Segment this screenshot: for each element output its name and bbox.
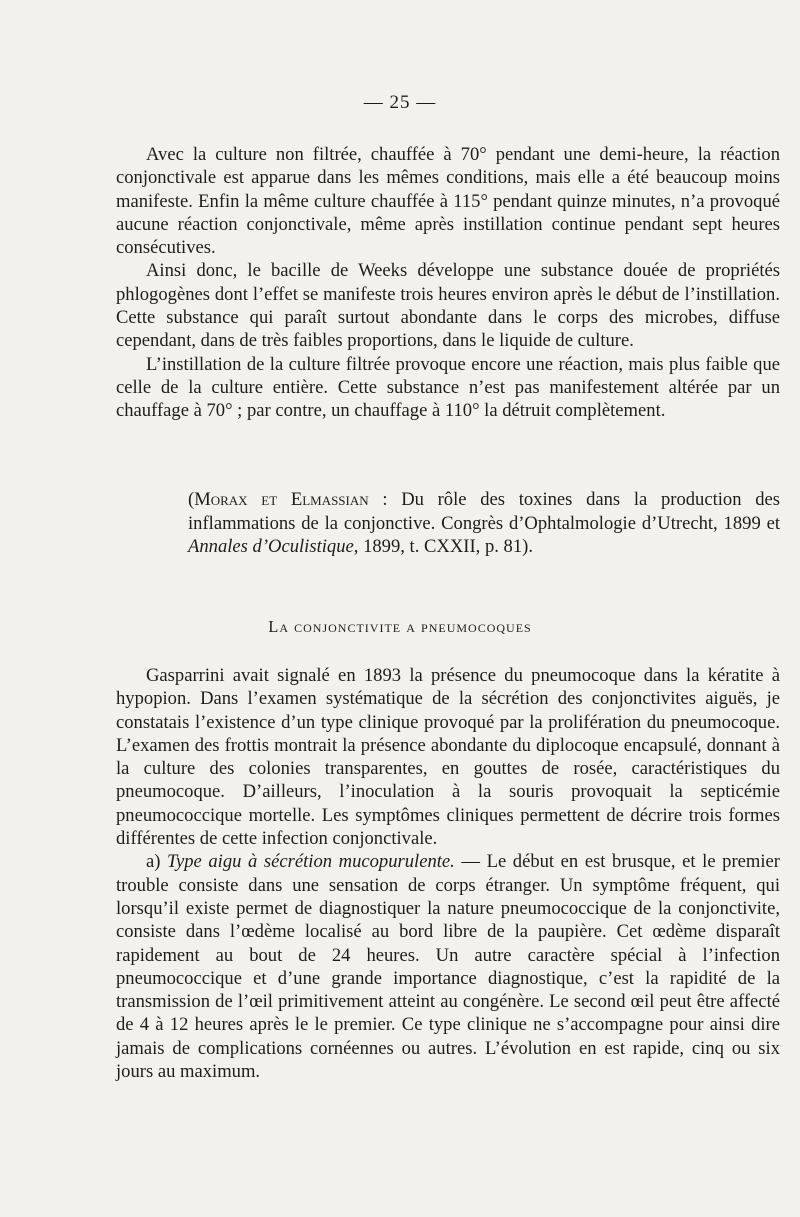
citation-details: , 1899, t. CXXII, p. 81). (353, 536, 533, 557)
citation-open: ( (188, 489, 195, 510)
section-heading: La conjonctivite a pneumocoques (268, 617, 532, 636)
citation-text: : Du rôle des toxines dans la production des inflammations de la conjonctive. Congrès d’Ophtalmologie d’Utrecht, 1899 et (188, 489, 781, 534)
paragraph-ainsi-donc: Ainsi donc, le bacille de Weeks développe une substance douée de propriétés phlogogènes dont l’effet se manifeste trois heures environ après le début de l’instillation. Cette substance qui paraît surtout abondante dans le corps des microbes, diffuse cependant, dans de très faibles proportions, dans le liquide de culture. (116, 260, 780, 352)
type-aigu-prefix: a) (146, 851, 168, 873)
citation-authors: Morax et Elmassian (194, 489, 369, 510)
type-aigu-title: Type aigu à sécrétion mucopurulente. (167, 851, 455, 873)
paragraph-instillation: L’instillation de la culture filtrée provoque encore une réaction, mais plus faible que celle de la culture entière. Cette substance n’est pas manifestement altérée par un chauffage à 70° ; par contre, un chauffage à 110° la détruit complètement. (116, 353, 780, 422)
citation-journal: Annales d’Oculistique (188, 536, 354, 557)
page-number: — 25 — (363, 92, 437, 113)
paragraph-type-aigu (116, 850, 780, 1083)
citation-reference (188, 488, 780, 559)
body-text-bottom (116, 664, 780, 1083)
paragraph-culture-non-filtree: Avec la culture non filtrée, chauffée à 70° pendant une demi-heure, la réaction conjonctivale est apparue dans les mêmes conditions, mais elle a été beaucoup moins manifeste. Enfin la même culture chauffée à 115° pendant quinze minutes, n’a provoqué aucune réaction conjonctivale, même après instillation continue pendant sept heures consécutives. (116, 144, 780, 259)
paragraph-gasparrini: Gasparrini avait signalé en 1893 la présence du pneumocoque dans la kératite à hypopion. Dans l’examen systématique de la sécrétion des conjonctivites aiguës, je constatais l’existence d’un type clinique provoqué par la prolifération du pneumocoque. L’examen des frottis montrait la présence abondante du diplocoque encapsulé, donnant à la culture des colonies transparentes, en gouttes de rosée, caractéristiques du pneumocoque. D’ailleurs, l’inoculation à la souris provoquait la septicémie pneumococcique mortelle. Les symptômes cliniques permettent de décrire trois formes différentes de cette infection conjonctivale. (116, 665, 780, 850)
type-aigu-text: — Le début en est brusque, et le premier trouble consiste dans une sensation de corps étranger. Un symptôme fréquent, qui lorsqu’il existe permet de diagnostiquer la nature pneumococcique de la conjonctivite, consiste dans l’œdème localisé au bord libre de la paupière. Cet œdème disparaît rapidement au bout de 24 heures. Un autre caractère spécial à l’infection pneumococcique et d’une grande importance diagnostique, c’est la rapidité de la transmission de l’œil primitivement atteint au congénère. Le second œil peut être affecté de 4 à 12 heures après le le premier. Ce type clinique ne s’accompagne pour ainsi dire jamais de complications cornéennes ou autres. L’évolution en est rapide, cinq ou six jours au maximum. (116, 851, 780, 1083)
body-text-top (116, 143, 780, 423)
